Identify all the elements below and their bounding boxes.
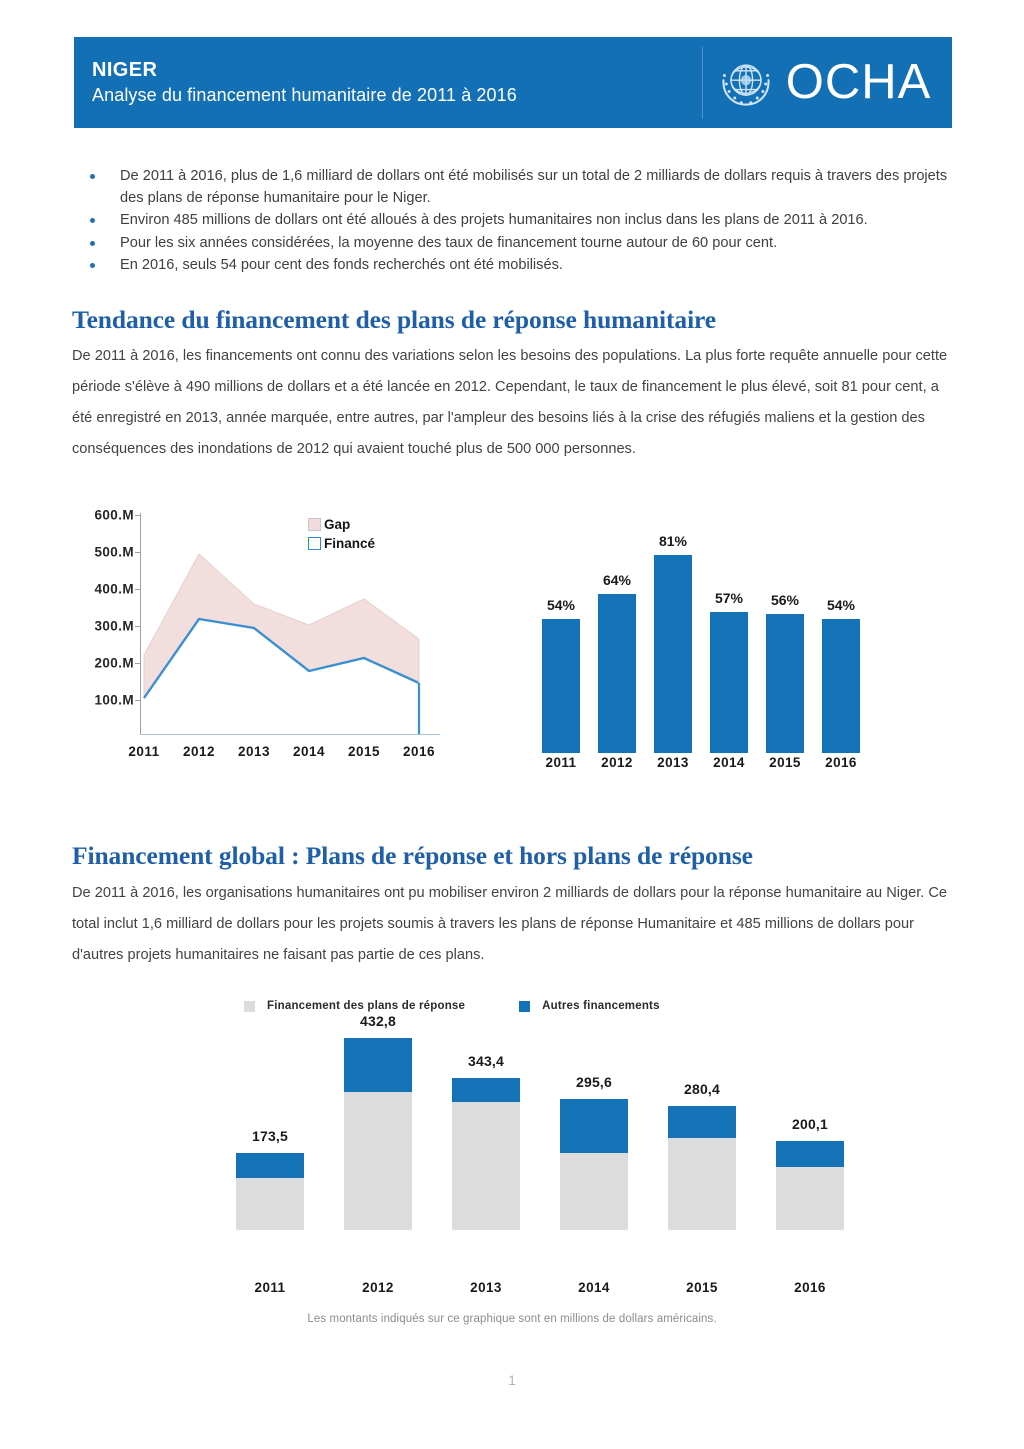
bar-value-label: 54%: [546, 597, 576, 613]
x-tick-label: 2013: [657, 755, 689, 770]
x-tick-label: 2012: [182, 744, 216, 759]
bar-value-label: 54%: [826, 597, 856, 613]
gap-area-shape: [144, 554, 419, 698]
bar-segment-plans: [776, 1167, 844, 1230]
legend-swatch-plans-icon: [244, 1001, 255, 1012]
x-tick-label: 2015: [769, 755, 801, 770]
x-tick-label: 2016: [794, 1280, 826, 1295]
y-tick-label: 400.M: [94, 581, 134, 597]
un-emblem-icon: [716, 53, 776, 113]
chart-plot-area: [128, 513, 440, 759]
bar-segment-plans: [236, 1178, 304, 1230]
bar: [822, 619, 860, 753]
page-subtitle: Analyse du financement humanitaire de 2011 à 2016: [92, 85, 517, 105]
area-chart-svg: [140, 513, 440, 735]
y-tick-label: 300.M: [94, 618, 134, 634]
bar-segment-others: [560, 1099, 628, 1153]
legend-swatch-gap-icon: [308, 518, 321, 531]
y-tick-label: 200.M: [94, 655, 134, 671]
chart-funding-rate: [520, 533, 870, 785]
page-title: NIGER: [92, 59, 158, 81]
chart-global-funding: [200, 995, 829, 1325]
ocha-wordmark: OCHA: [785, 55, 932, 109]
header-title-block: [74, 59, 702, 106]
x-tick-label: 2014: [713, 755, 745, 770]
header-divider: [702, 47, 703, 119]
x-tick-label: 2016: [402, 744, 436, 759]
bar-segment-others: [668, 1106, 736, 1138]
chart-legend: [244, 995, 804, 1017]
bar-segment-others: [236, 1153, 304, 1178]
bar-value-label: 81%: [658, 533, 688, 549]
bar-value-label: 343,4: [467, 1053, 505, 1069]
stacked-bar: [452, 1078, 520, 1230]
document-header: [74, 37, 952, 128]
stacked-bar: [668, 1106, 736, 1230]
bar-segment-plans: [344, 1092, 412, 1230]
x-tick-label: 2011: [254, 1280, 286, 1295]
bar-segment-plans: [560, 1153, 628, 1230]
section-paragraph-global: De 2011 à 2016, les organisations humanitaires ont pu mobiliser environ 2 milliards de dollars pour la réponse humanitaire au Niger. Ce total inclut 1,6 milliard de dollars pour les projets soumis à travers les plans de réponse Humanitaire et 485 millions de dollars pour d'autres projets humanitaires ne faisant pas partie de ces plans.: [72, 885, 948, 963]
bar-segment-others: [344, 1038, 412, 1092]
bar-value-label: 295,6: [575, 1074, 613, 1090]
list-item: En 2016, seuls 54 pour cent des fonds recherchés ont été mobilisés.: [82, 255, 952, 277]
chart-legend: [308, 515, 375, 553]
x-tick-label: 2013: [470, 1280, 502, 1295]
chart-funding-trend: [62, 505, 462, 790]
x-tick-label: 2011: [128, 744, 160, 759]
x-tick-label: 2012: [601, 755, 633, 770]
stacked-bar: [344, 1038, 412, 1230]
section-heading-trend: Tendance du financement des plans de réponse humanitaire: [72, 305, 717, 334]
legend-label: Financé: [324, 536, 376, 551]
bar-value-label: 200,1: [791, 1116, 829, 1132]
bar-value-label: 64%: [602, 572, 632, 588]
bar: [542, 619, 580, 753]
bar: [598, 594, 636, 753]
bar-value-label: 173,5: [251, 1128, 289, 1144]
legend-swatch-others-icon: [519, 1001, 530, 1012]
ocha-logo: [703, 53, 952, 113]
x-tick-label: 2012: [362, 1280, 394, 1295]
stacked-bar: [236, 1153, 304, 1230]
x-tick-label: 2011: [545, 755, 577, 770]
x-tick-label: 2014: [292, 744, 326, 759]
x-tick-label: 2014: [578, 1280, 610, 1295]
stacked-bar: [776, 1141, 844, 1230]
section-heading-global: Financement global : Plans de réponse et hors plans de réponse: [72, 841, 753, 870]
bar: [710, 612, 748, 753]
legend-item-others: [519, 1000, 660, 1012]
chart-plot-area: [200, 1013, 829, 1325]
bar-segment-plans: [452, 1102, 520, 1230]
legend-item-gap: [308, 515, 375, 534]
x-tick-label: 2013: [237, 744, 271, 759]
legend-label: Financement des plans de réponse: [267, 1000, 466, 1012]
chart-footnote: Les montants indiqués sur ce graphique sont en millions de dollars américains.: [307, 1313, 717, 1325]
chart-y-axis-labels: [62, 505, 134, 720]
bar-value-label: 57%: [714, 590, 744, 606]
x-tick-label: 2015: [347, 744, 381, 759]
bar-segment-plans: [668, 1138, 736, 1230]
x-tick-label: 2016: [825, 755, 857, 770]
bar: [654, 555, 692, 753]
y-tick-label: 500.M: [94, 544, 134, 560]
list-item: Environ 485 millions de dollars ont été alloués à des projets humanitaires non inclus dans les plans de 2011 à 2016.: [82, 210, 952, 232]
bar-segment-others: [452, 1078, 520, 1102]
bar-value-label: 56%: [770, 592, 800, 608]
y-tick-label: 600.M: [94, 507, 134, 523]
y-tick-label: 100.M: [94, 692, 134, 708]
list-item: De 2011 à 2016, plus de 1,6 milliard de dollars ont été mobilisés sur un total de 2 milliards de dollars requis à travers des projets des plans de réponse humanitaire pour le Niger.: [82, 166, 952, 209]
bar: [766, 614, 804, 753]
page-number: 1: [508, 1372, 516, 1388]
bar-value-label: 280,4: [683, 1081, 721, 1097]
legend-swatch-finance-icon: [308, 537, 321, 550]
legend-item-finance: [308, 534, 375, 553]
section-paragraph-trend: De 2011 à 2016, les financements ont connu des variations selon les besoins des populations. La plus forte requête annuelle pour cette période s'élève à 490 millions de dollars et a été lancée en 2012. Cependant, le taux de financement le plus élevé, soit 81 pour cent, a été enregistré en 2013, année marquée, entre autres, par l'ampleur des besoins liés à la crise des réfugiés maliens et la gestion des conséquences des inondations de 2012 qui avaient touché plus de 500 000 personnes.: [72, 348, 948, 457]
legend-item-plans: [244, 1000, 465, 1012]
list-item: Pour les six années considérées, la moyenne des taux de financement tourne autour de 60 pour cent.: [82, 233, 952, 255]
bar-value-label: 432,8: [359, 1013, 397, 1029]
legend-label: Gap: [324, 517, 351, 532]
stacked-bar: [560, 1099, 628, 1230]
legend-label: Autres financements: [542, 1000, 660, 1012]
x-tick-label: 2015: [686, 1280, 718, 1295]
chart-plot-area: [520, 533, 870, 770]
bar-segment-others: [776, 1141, 844, 1167]
highlights-list: [82, 166, 952, 278]
